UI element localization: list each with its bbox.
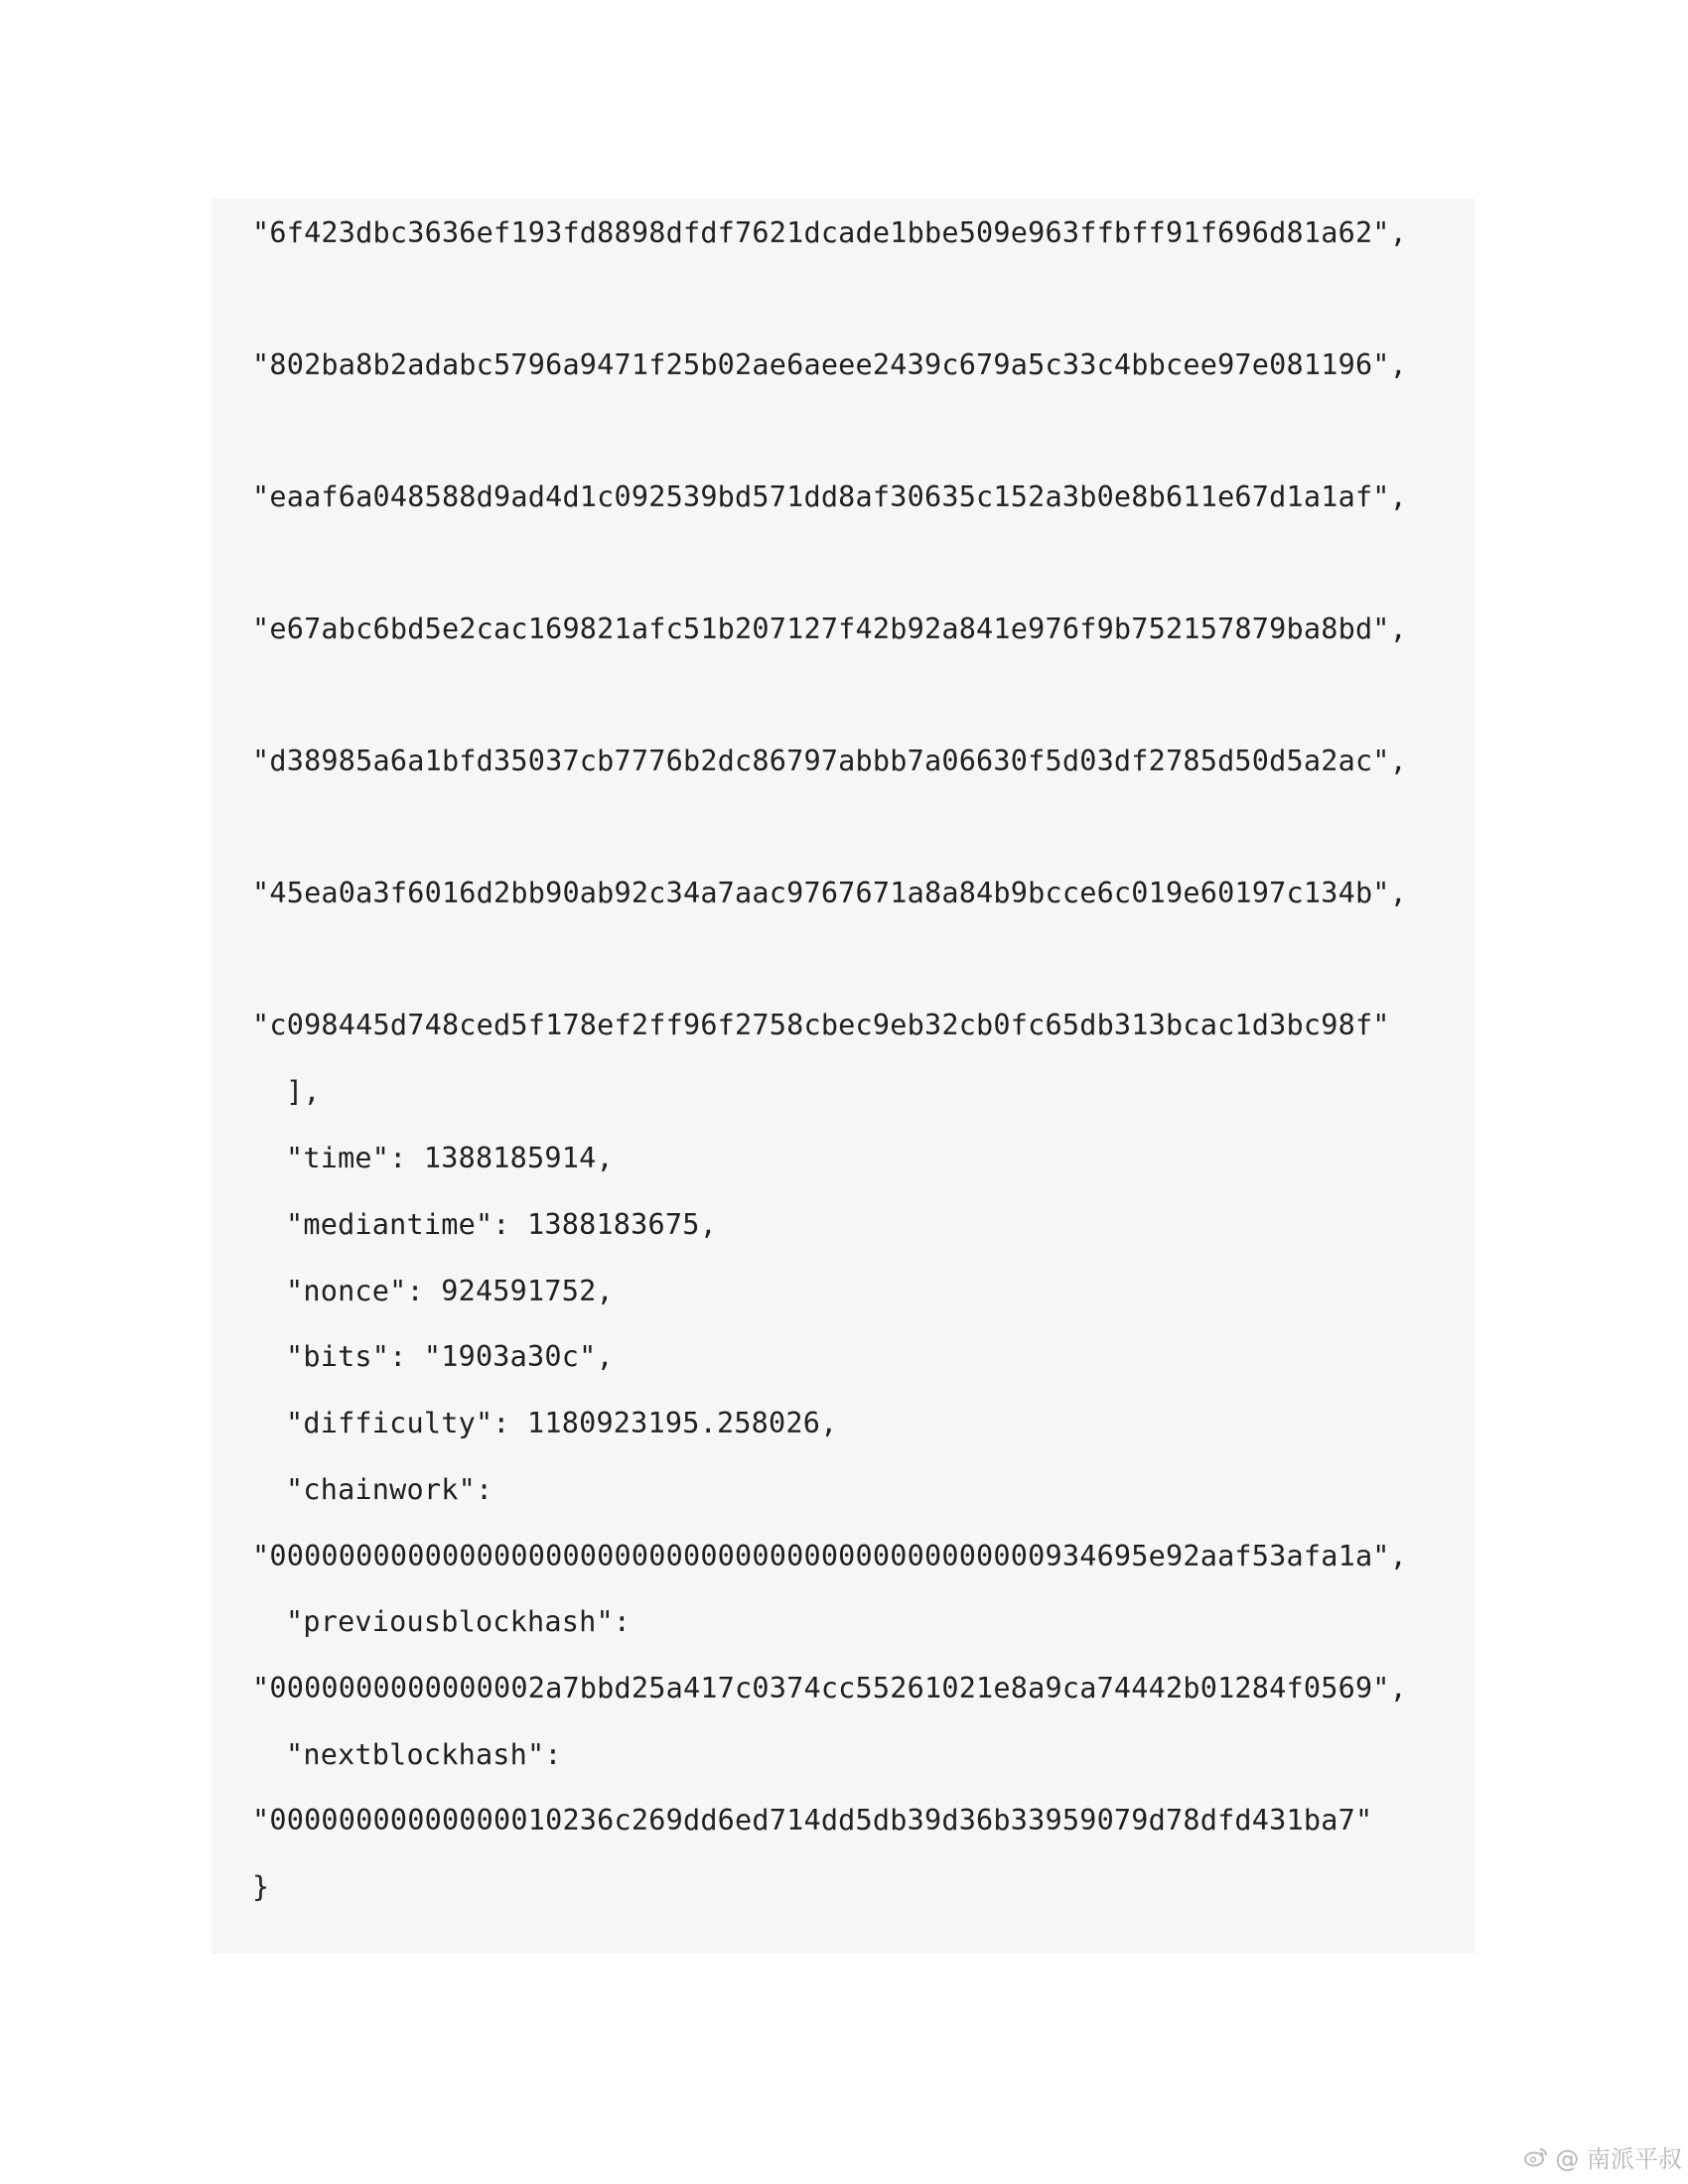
code-line: "6f423dbc3636ef193fd8898dfdf7621dcade1bbe509e963ffbff91f696d81a62", <box>252 216 1408 249</box>
code-line: "previousblockhash": <box>286 1605 632 1638</box>
watermark-text: @ 南派平叔 <box>1555 2145 1682 2173</box>
code-block <box>211 199 1475 1954</box>
code-line: "nonce": 924591752, <box>286 1275 614 1307</box>
code-line: } <box>252 1870 270 1903</box>
code-line: "00000000000000010236c269dd6ed714dd5db39d36b33959079d78dfd431ba7" <box>252 1804 1373 1837</box>
code-line: "0000000000000002a7bbd25a417c0374cc55261021e8a9ca74442b01284f0569", <box>252 1672 1408 1705</box>
watermark <box>1523 2139 1682 2174</box>
code-line: "nextblockhash": <box>286 1738 562 1771</box>
code-line: "802ba8b2adabc5796a9471f25b02ae6aeee2439c679a5c33c4bbcee97e081196", <box>252 348 1408 381</box>
code-line: "c098445d748ced5f178ef2ff96f2758cbec9eb32cb0fc65db313bcac1d3bc98f" <box>252 1009 1390 1041</box>
code-line: ], <box>286 1075 321 1108</box>
code-line: "difficulty": 1180923195.258026, <box>286 1407 838 1439</box>
weibo-logo-icon <box>1523 2144 1549 2170</box>
code-line: "000000000000000000000000000000000000000000000934695e92aaf53afa1a", <box>252 1540 1408 1572</box>
code-line: "e67abc6bd5e2cac169821afc51b207127f42b92a841e976f9b752157879ba8bd", <box>252 613 1408 645</box>
code-line: "mediantime": 1388183675, <box>286 1208 717 1241</box>
code-line: "d38985a6a1bfd35037cb7776b2dc86797abbb7a06630f5d03df2785d50d5a2ac", <box>252 745 1408 777</box>
code-line: "chainwork": <box>286 1473 493 1506</box>
code-line: "45ea0a3f6016d2bb90ab92c34a7aac9767671a8a84b9bcce6c019e60197c134b", <box>252 877 1408 909</box>
code-line: "eaaf6a048588d9ad4d1c092539bd571dd8af30635c152a3b0e8b611e67d1a1af", <box>252 480 1408 513</box>
code-line: "time": 1388185914, <box>286 1142 614 1174</box>
code-line: "bits": "1903a30c", <box>286 1340 614 1373</box>
